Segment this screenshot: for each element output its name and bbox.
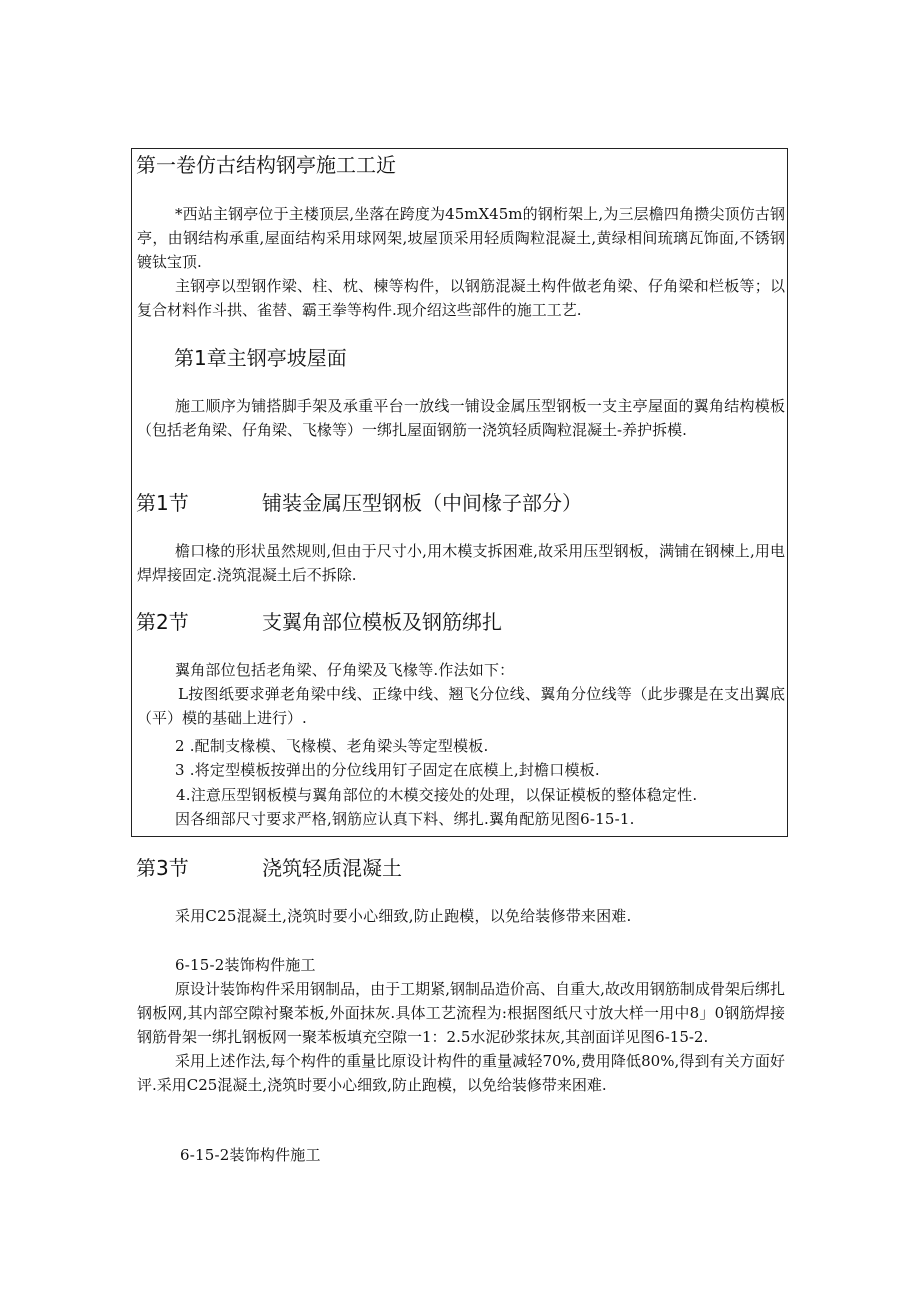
volume-title: 第一卷仿古结构钢亭施工工近 — [136, 153, 396, 177]
section-2-intro: 翼角部位包括老角梁、仔角梁及飞椽等.作法如下： — [175, 661, 515, 679]
section-1-text: 檐口椽的形状虽然规则,但由于尺寸小,用木模支拆困难,故采用压型钢板，满铺在钢楝上,用电焊焊接固定.浇筑混凝土后不拆除. — [137, 542, 785, 584]
section-3-text: 采用C25混凝土,浇筑时要小心细致,防止跑模，以免给装修带来困难. — [175, 907, 632, 925]
chapter-text: 施工顺序为铺搭脚手架及承重平台一放线一铺设金属压型钢板一支主亭屋面的翼角结构模板（包括老角梁、仔角梁、飞椽等）一绑扎屋面钢筋一浇筑轻质陶粒混凝土-养护拆模. — [137, 397, 785, 439]
section-2-step-4: 4.注意压型钢板模与翼角部位的木模交接处的处理，以保证模板的整体稳定性. — [176, 786, 698, 804]
section-3-label: 第3节 — [136, 856, 189, 880]
footer-title: 6-15-2装饰构件施工 — [180, 1146, 321, 1164]
section-2-step-1: L按图纸要求弹老角梁中线、正缘中线、翘飞分位线、翼角分位线等（此步骤是在支出翼底（平）模的基础上进行）. — [137, 685, 785, 727]
section-1-title: 铺装金属压型钢板（中间椽子部分） — [262, 491, 582, 515]
section-2-step-2: 2 .配制支椽模、飞椽模、老角梁头等定型模板. — [175, 737, 489, 755]
section-1-label: 第1节 — [136, 491, 189, 515]
section-2-title: 支翼角部位模板及钢筋绑扎 — [262, 610, 502, 634]
section-2-label: 第2节 — [136, 610, 189, 634]
intro-paragraph-2: 主钢亭以型钢作梁、柱、枕、楝等构件，以钢筋混凝土构件做老角梁、仔角梁和栏板等；以复合材料作斗拱、雀替、霸王拳等构件.现介绍这些部件的施工工艺. — [137, 277, 785, 319]
subsection-paragraph-2: 采用上述作法,每个构件的重量比原设计构件的重量减轻70%,费用降低80%,得到有关方面好评.采用C25混凝土,浇筑时要小心细致,防止跑模，以免给装修带来困难. — [137, 1052, 785, 1094]
section-2-note: 因各细部尺寸要求严格,钢筋应认真下料、绑扎.翼角配筋见图6-15-1. — [175, 810, 635, 828]
section-2-step-3: 3 .将定型模板按弹出的分位线用钉子固定在底模上,封檐口模板. — [175, 761, 600, 779]
chapter-title: 第1章主钢亭坡屋面 — [174, 346, 347, 370]
intro-paragraph-1: *西站主钢亭位于主楼顶层,坐落在跨度为45mX45m的钢桁架上,为三层檐四角攒尖顶仿古钢亭，由钢结构承重,屋面结构采用球网架,坡屋顶采用轻质陶粒混凝土,黄绿相间琉璃瓦饰面,不锈钢镀钛宝顶. — [137, 205, 785, 271]
section-3-title: 浇筑轻质混凝土 — [262, 856, 402, 880]
subsection-paragraph-1: 原设计装饰构件采用钢制品，由于工期紧,钢制品造价高、自重大,故改用钢筋制成骨架后绑扎钢板网,其内部空隙衬聚苯板,外面抹灰.具体工艺流程为:根据图纸尺寸放大样一用中8」0钢筋焊接钢筋骨架一绑扎钢板网一聚苯板填充空隙一1：2.5水泥砂浆抹灰,其剖面详见图6-15-2. — [137, 980, 785, 1046]
subsection-title: 6-15-2装饰构件施工 — [175, 956, 316, 974]
